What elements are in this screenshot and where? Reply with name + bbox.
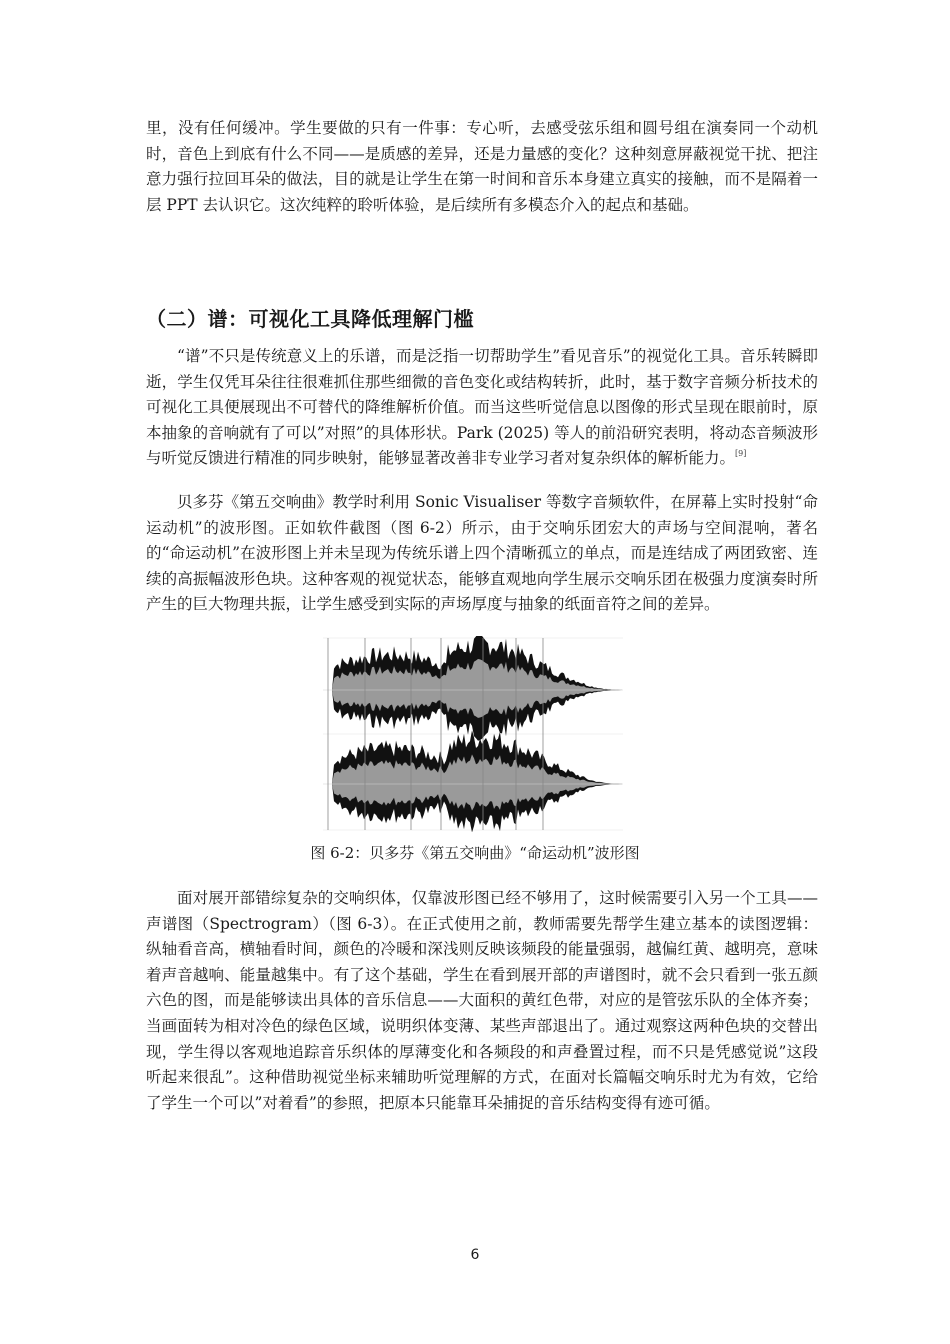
waveform-fill [328,659,622,718]
body-paragraph [146,344,818,472]
section-heading: （二）谱：可视化工具降低理解门槛 [146,307,474,331]
waveform-image [318,636,628,832]
waveform-figure [318,636,628,832]
body-paragraph: 贝多芬《第五交响曲》教学时利用 Sonic Visualiser 等数字音频软件，在屏幕上实时投射“命运动机”的波形图。正如软件截图（图 6-2）所示，由于交响乐团宏大的声场与空间混响，著名的“命运动机”在波形图上并未呈现为传统乐谱上四个清晰孤立的单点，而是连结成了两团致密、连续的高振幅波形色块。这种客观的视觉状态，能够直观地向学生展示交响乐团在极强力度演奏时所产生的巨大物理共振，让学生感受到实际的声场厚度与抽象的纸面音符之间的差异。 [146,493,818,614]
body-paragraph: 面对展开部错综复杂的交响织体，仅靠波形图已经不够用了，这时候需要引入另一个工具——声谱图（Spectrogram）（图 6-3）。在正式使用之前，教师需要先帮学生建立基本的读图逻辑：纵轴看音高，横轴看时间，颜色的冷暖和深浅则反映该频段的能量强弱，越偏红黄、越明亮，意味着声音越响、能量越集中。有了这个基础，学生在看到展开部的声谱图时，就不会只看到一张五颜六色的图，而是能够读出具体的音乐信息——大面积的黄红色带，对应的是管弦乐队的全体齐奏；当画面转为相对冷色的绿色区域，说明织体变薄、某些声部退出了。通过观察这两种色块的交替出现，学生得以客观地追踪音乐织体的厚薄变化和各频段的和声叠置过程，而不只是凭感觉说”这段听起来很乱”。这种借助视觉坐标来辅助听觉理解的方式，在面对长篇幅交响乐时尤为有效，它给了学生一个可以”对着看”的参照，把原本只能靠耳朵捕捉的音乐结构变得有迹可循。 [146,889,818,1112]
citation-reference: [9] [735,449,747,459]
body-paragraph: 里，没有任何缓冲。学生要做的只有一件事：专心听，去感受弦乐组和圆号组在演奏同一个动机时，音色上到底有什么不同——是质感的差异，还是力量感的变化？这种刻意屏蔽视觉干扰、把注意力强行拉回耳朵的做法，目的就是让学生在第一时间和音乐本身建立真实的接触，而不是隔着一层 PPT 去认识它。这次纯粹的聆听体验，是后续所有多模态介入的起点和基础。 [146,119,818,214]
paragraph-text: “谱”不只是传统意义上的乐谱，而是泛指一切帮助学生”看见音乐”的视觉化工具。音乐转瞬即逝，学生仅凭耳朵往往很难抓住那些细微的音色变化或结构转折，此时，基于数字音频分析技术的可视化工具便展现出不可替代的降维解析价值。而当这些听觉信息以图像的形式呈现在眼前时，原本抽象的音响就有了可以”对照”的具体形状。Park (2025) 等人的前沿研究表明，将动态音频波形与听觉反馈进行精准的同步映射，能够显著改善非专业学习者对复杂织体的解析能力。 [146,347,818,468]
waveform-fill [328,754,622,810]
page-number: 6 [470,1247,480,1263]
figure-caption: 图 6-2：贝多芬《第五交响曲》“命运动机”波形图 [310,844,640,862]
